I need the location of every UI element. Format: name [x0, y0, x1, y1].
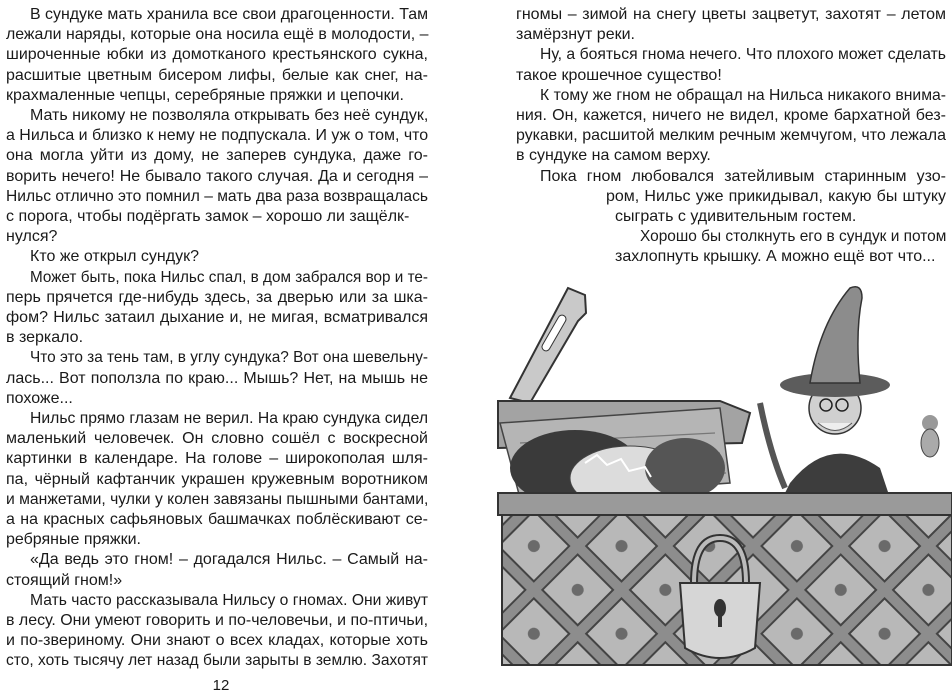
right-page [476, 0, 952, 696]
text-line: такое крошечное существо! [516, 66, 722, 84]
chest-front-rim [498, 493, 952, 515]
text-line: Хорошо бы столкнуть его в сундук и потом [640, 228, 947, 246]
text-line: Мать никому не позволяла открывать без неё сундук, [30, 107, 429, 124]
text-line: захлопнуть крышку. А можно ещё вот что... [615, 248, 936, 266]
text-line: сыграть с удивительным гостем. [615, 208, 857, 225]
text-line: ребряные пряжки. [6, 531, 141, 549]
text-line: Может быть, пока Нильс спал, в дом забрался вор и те- [30, 268, 428, 286]
text-line: па, чёрный кафтанчик украшен кружевным воротником [6, 470, 428, 488]
text-line: расшитые цветным бисером лифы, белые как снег, на- [6, 66, 428, 84]
page-number: 12 [212, 677, 230, 694]
gnome [760, 287, 939, 503]
lid-hinge [510, 288, 586, 403]
text-line: Кто же открыл сундук? [30, 248, 199, 266]
text-line: а на красных сафьяновых башмачках поблёскивают се- [6, 511, 428, 528]
text-line: лась... Вот поползла по краю... Мышь? Нет, на мышь не [6, 369, 428, 387]
text-line: гномы – зимой на снегу цветы зацветут, захотят – летом [516, 6, 946, 23]
text-line: картинки в календаре. На голове – широкополая шля- [6, 450, 428, 468]
text-line: Нильс отлично это помнил – мать два раза возвращалась [6, 187, 428, 205]
text-line: В сундуке мать хранила все свои драгоценности. Там [30, 6, 429, 23]
text-line: «Да ведь это гном! – догадался Нильс. – Самый на- [30, 551, 428, 569]
text-line: похоже... [6, 389, 73, 407]
text-line: лежали наряды, которые она носила ещё в молодости, – [6, 26, 429, 44]
text-line: и манжетами, чулки у колен завязаны пышными бантами, [6, 490, 429, 508]
text-line: перь прячется где-нибудь здесь, за дверью или за шка- [6, 288, 428, 306]
text-line: в зеркало. [6, 329, 84, 347]
text-line: в лесу. Они умеют говорить и по-человечьи, и по-птичьи, [6, 612, 428, 629]
text-line: К тому же гном не обращал на Нильса никакого внима- [540, 86, 946, 104]
text-line: ния. Он, кажется, ничего не видел, кроме бархатной без- [516, 107, 946, 124]
text-line: в сундуке на самом верху. [516, 147, 711, 165]
text-line: нулся? [6, 228, 58, 246]
text-line: Ну, а бояться гнома нечего. Что плохого может сделать [540, 46, 946, 64]
text-line: Что это за тень там, в углу сундука? Вот она шевельну- [30, 349, 429, 367]
text-line: замёрзнут реки. [516, 26, 635, 44]
text-line: крахмаленные чепцы, серебряные пряжки и цепочки. [6, 86, 404, 104]
text-line: рукавки, расшитой мелким речным жемчугом, что лежала [516, 127, 946, 145]
text-line: с порога, чтобы подёргать замок – хорошо ли защёлк- [6, 208, 410, 225]
text-line: а Нильса и близко к нему не подпускала. И уж о том, что [6, 127, 429, 145]
text-line: сто, хоть тысячу лет назад были зарыты в землю. Захотят [6, 652, 428, 670]
text-line: Мать часто рассказывала Нильсу о гномах. Они живут [30, 591, 428, 609]
text-line: она могла уйти из дому, не заперев сундука, даже го- [6, 147, 428, 165]
text-line: ром, Нильс уже прикидывал, какую бы штуку [606, 187, 946, 205]
text-line: Пока гном любовался затейливым старинным узо- [540, 167, 946, 185]
text-line: ворить нечего! Не бывало такого случая. Да и сегодня – [6, 167, 428, 185]
text-line: стоящий гном!» [6, 571, 123, 589]
text-line: фом? Нильс затаил дыхание и, не мигая, всматривался [6, 309, 428, 326]
text-line: и по-звериному. Они знают о всех кладах, которые хоть [6, 632, 428, 650]
gnome-on-chest-illustration [490, 283, 952, 678]
text-line: широченные юбки из домотканого крестьянского сукна, [6, 46, 428, 64]
text-line: маленький человечек. Он словно сошёл с воскресной [6, 430, 428, 448]
text-line: Нильс прямо глазам не верил. На краю сундука сидел [30, 410, 428, 427]
